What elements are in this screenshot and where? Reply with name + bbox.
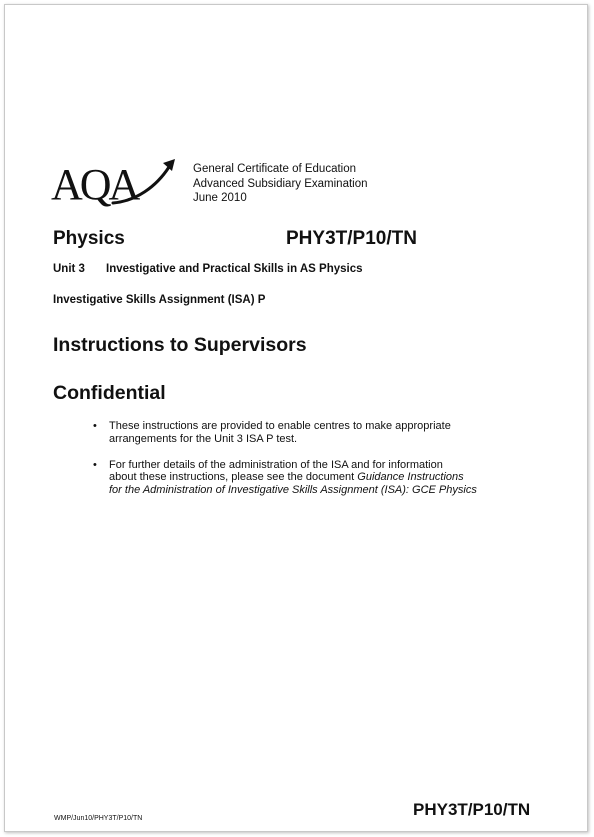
aqa-logo <box>51 157 181 207</box>
bullet-item <box>93 459 493 497</box>
footer-reference: WMP/Jun10/PHY3T/P10/TN <box>54 815 143 822</box>
assignment-title: Investigative Skills Assignment (ISA) P <box>53 294 266 306</box>
svg-text:AQA: AQA <box>51 160 138 207</box>
bullet-text-line: These instructions are provided to enable centres to make appropriate <box>109 420 451 432</box>
unit-number: Unit 3 <box>53 263 85 275</box>
bullet-text-line <box>109 471 493 484</box>
bullet-icon: • <box>93 458 97 471</box>
bullet-text-line <box>109 484 493 497</box>
exam-session: June 2010 <box>193 192 247 204</box>
unit-title: Investigative and Practical Skills in AS Physics <box>106 263 363 275</box>
document-title-italic: for the Administration of Investigative Skills Assignment (ISA): GCE Physics <box>109 484 477 497</box>
instruction-bullets <box>93 420 493 510</box>
document-title-italic: Guidance Instructions <box>357 471 464 484</box>
footer-paper-code: PHY3T/P10/TN <box>413 800 531 819</box>
bullet-text-line: arrangements for the Unit 3 ISA P test. <box>109 432 298 445</box>
confidential-heading: Confidential <box>53 382 166 404</box>
bullet-text: about these instructions, please see the document <box>109 471 358 484</box>
bullet-item <box>93 420 493 446</box>
exam-qualification: General Certificate of Education <box>193 163 357 175</box>
document-page <box>4 4 588 832</box>
unit-line <box>53 263 363 275</box>
bullet-text-line: For further details of the administration of the ISA and for information <box>109 458 443 471</box>
exam-info <box>193 162 368 206</box>
exam-level: Advanced Subsidiary Examination <box>193 177 368 190</box>
subject-title: Physics <box>53 228 125 249</box>
bullet-icon: • <box>93 420 97 432</box>
instructions-heading: Instructions to Supervisors <box>53 334 307 356</box>
paper-code: PHY3T/P10/TN <box>286 228 417 249</box>
